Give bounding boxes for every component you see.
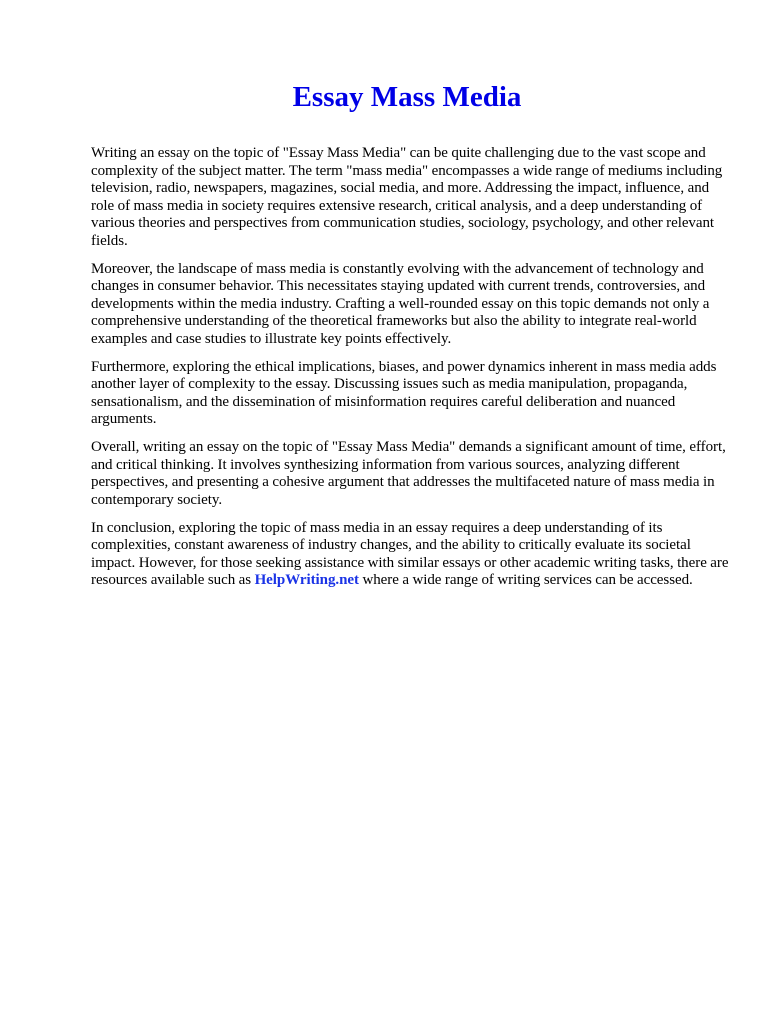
conclusion-text-after-link: where a wide range of writing services can be accessed. [358,572,693,588]
page-title: Essay Mass Media [292,81,522,113]
paragraph-3: Furthermore, exploring the ethical implications, biases, and power dynamics inherent in mass media adds another layer of complexity to the essay. Discussing issues such as media manipulation, propaganda, sensationalism, and the dissemination of misinformation requires careful deliberation and nuanced arguments. [91,358,717,427]
helpwriting-link[interactable]: HelpWriting.net [254,572,359,588]
paragraph-2: Moreover, the landscape of mass media is constantly evolving with the advancement of technology and changes in consumer behavior. This necessitates staying updated with current trends, controversies, and developments within the media industry. Crafting a well-rounded essay on this topic demands not only a comprehensive understanding of the theoretical frameworks but also the ability to integrate real-world examples and case studies to illustrate key points effectively. [91,260,710,347]
essay-body [91,145,731,600]
paragraph-1: Writing an essay on the topic of "Essay Mass Media" can be quite challenging due to the vast scope and complexity of the subject matter. The term "mass media" encompasses a wide range of mediums including television, radio, newspapers, magazines, social media, and more. Addressing the impact, influence, and role of mass media in society requires extensive research, critical analysis, and a deep understanding of various theories and perspectives from communication studies, sociology, psychology, and other relevant fields. [91,145,723,249]
paragraph-conclusion [91,520,731,590]
conclusion-text-before-link: In conclusion, exploring the topic of mass media in an essay requires a deep understanding of its complexities, constant awareness of industry changes, and the ability to critically evaluate its societal impact. However, for those seeking assistance with similar essays or other academic writing tasks, there are resources available such as [91,519,729,588]
paragraph-4: Overall, writing an essay on the topic of "Essay Mass Media" demands a significant amount of time, effort, and critical thinking. It involves synthesizing information from various sources, analyzing different perspectives, and presenting a cohesive argument that addresses the multifaceted nature of mass media in contemporary society. [91,439,726,508]
